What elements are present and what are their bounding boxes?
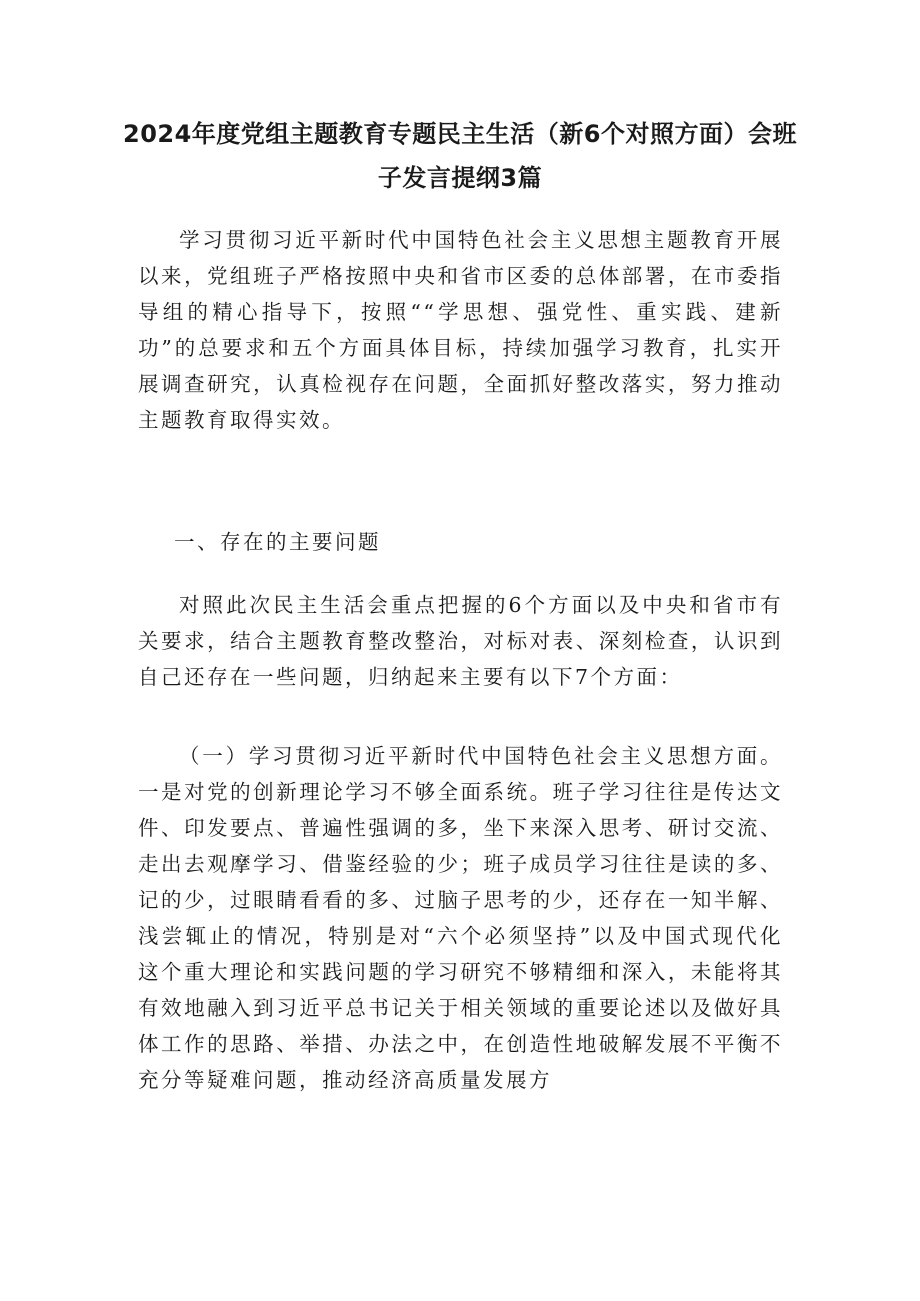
section-heading: 一、存在的主要问题 bbox=[174, 530, 381, 554]
overview-paragraph: 对照此次民主生活会重点把握的6个方面以及中央和省市有关要求，结合主题教育整改整治，对标对表、深刻检查，认识到自己还存在一些问题，归纳起来主要有以下7个方面： bbox=[138, 593, 783, 689]
document-title: 2024年度党组主题教育专题民主生活（新6个对照方面）会班子发言提纲3篇 bbox=[123, 120, 797, 192]
intro-paragraph: 学习贯彻习近平新时代中国特色社会主义思想主题教育开展以来，党组班子严格按照中央和省市区委的总体部署，在市委指导组的精心指导下，按照““学思想、强党性、重实践、建新功”的总要求和五个方面具体目标，持续加强学习教育，扎实开展调查研究，认真检视存在问题，全面抓好整改落实，努力推动主题教育取得实效。 bbox=[138, 228, 783, 432]
point-one-paragraph: （一）学习贯彻习近平新时代中国特色社会主义思想方面。一是对党的创新理论学习不够全面系统。班子学习往往是传达文件、印发要点、普遍性强调的多，坐下来深入思考、研讨交流、走出去观摩学习、借鉴经验的少；班子成员学习往往是读的多、记的少，过眼睛看看的多、过脑子思考的少，还存在一知半解、浅尝辄止的情况，特别是对“六个必须坚持”以及中国式现代化这个重大理论和实践问题的学习研究不够精细和深入，未能将其有效地融入到习近平总书记关于相关领域的重要论述以及做好具体工作的思路、举措、办法之中，在创造性地破解发展不平衡不充分等疑难问题，推动经济高质量发展方 bbox=[138, 744, 783, 1092]
